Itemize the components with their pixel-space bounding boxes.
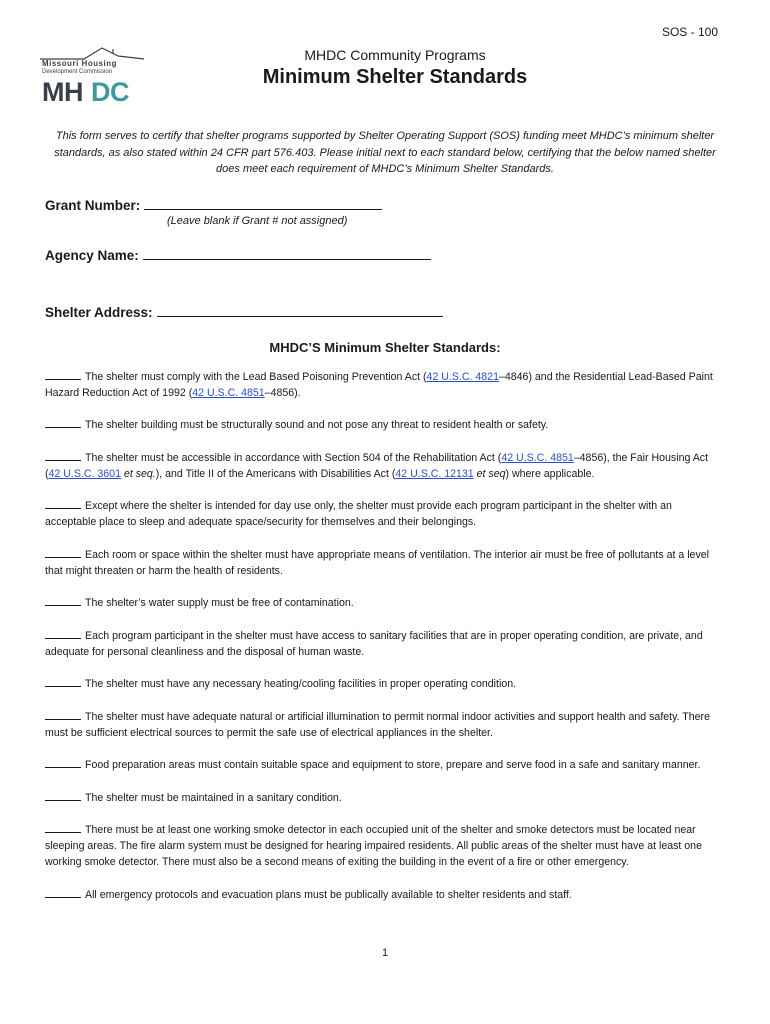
statute-link[interactable]: 42 U.S.C. 3601 (48, 467, 121, 480)
grant-number-label: Grant Number: (45, 198, 141, 213)
initial-blank[interactable] (45, 709, 81, 720)
shelter-address-label: Shelter Address: (45, 305, 153, 320)
shelter-address-line[interactable] (157, 304, 443, 317)
standard-item: The shelter building must be structurally sound and not pose any threat to resident health or safety. (45, 417, 725, 434)
agency-name-label: Agency Name: (45, 248, 139, 263)
standard-item: All emergency protocols and evacuation plans must be publically available to shelter residents and staff. (45, 887, 725, 904)
initial-blank[interactable] (45, 790, 81, 801)
intro-paragraph: This form serves to certify that shelter programs supported by Shelter Operating Support (SOS) funding meet MHDC’s minimum shelter standards, as also stated within 24 CFR part 576.403. Please initial next to each standard below, certifying that the below named shelter does meet each requirement of MHDC’s Minimum Shelter Standards. (54, 130, 716, 175)
logo-line2: Development Commission (42, 69, 113, 75)
standard-item: Food preparation areas must contain suitable space and equipment to store, prepare and serve food in a safe and sanitary manner. (45, 757, 725, 774)
standard-item: Each program participant in the shelter must have access to sanitary facilities that are in proper operating condition, are private, and adequate for personal cleanliness and the disposal of human waste. (45, 629, 703, 658)
page-title: Minimum Shelter Standards (262, 66, 528, 88)
standard-item: Each room or space within the shelter must have appropriate means of ventilation. The interior air must be free of pollutants at a level that might threaten or harm the health of residents. (45, 548, 709, 577)
initial-blank[interactable] (45, 757, 81, 768)
statute-link[interactable]: 42 U.S.C. 4851 (192, 386, 265, 399)
statute-link[interactable]: 42 U.S.C. 4851 (501, 451, 574, 464)
initial-blank[interactable] (45, 498, 81, 509)
standard-item: The shelter must have any necessary heating/cooling facilities in proper operating condition. (45, 676, 725, 693)
form-code: SOS - 100 (661, 25, 718, 39)
standard-item: The shelter’s water supply must be free of contamination. (45, 595, 725, 612)
standards-heading: MHDC’S Minimum Shelter Standards: (269, 340, 501, 355)
initial-blank[interactable] (45, 369, 81, 380)
agency-name-line[interactable] (143, 247, 431, 260)
logo-line1: Missouri Housing (42, 59, 118, 68)
standard-item: The shelter must be maintained in a sanitary condition. (45, 790, 725, 807)
standards-list (45, 369, 725, 919)
initial-blank[interactable] (45, 595, 81, 606)
statute-link[interactable]: 42 U.S.C. 4821 (426, 371, 499, 383)
standard-item: Except where the shelter is intended for day use only, the shelter must provide each program participant in the shelter with an acceptable place to sleep and adequate space/security for themselves and their belongings. (45, 500, 672, 529)
initial-blank[interactable] (45, 547, 81, 558)
svg-text:DC: DC (91, 77, 129, 106)
standard-item: There must be at least one working smoke detector in each occupied unit of the shelter and smoke detectors must be located near sleeping areas. The fire alarm system must be designed for hearing impaired residents. All public areas of the shelter must have at least one working smoke detector. There must also be a second means of exiting the building in the event of a fire or other emergency. (45, 824, 702, 868)
grant-number-note: (Leave blank if Grant # not assigned) (167, 215, 348, 227)
statute-link[interactable]: 42 U.S.C. 12131 (395, 467, 474, 480)
initial-blank[interactable] (45, 676, 81, 687)
standard-item: The shelter must have adequate natural or artificial illumination to permit normal indoor activities and support health and safety. There must be sufficient electrical sources to permit the safe use of electrical appliances in the shelter. (45, 710, 710, 739)
standard-item: The shelter must comply with the Lead Based Poisoning Prevention Act (42 U.S.C. 4821–4846) and the Residential Lead-Based Paint Hazard Reduction Act of 1992 (42 U.S.C. 4851–4856). (45, 371, 713, 399)
grant-number-line[interactable] (144, 197, 382, 210)
agency-name-field (45, 247, 431, 263)
page-number: 1 (381, 947, 389, 959)
initial-blank[interactable] (45, 822, 81, 833)
program-name: MHDC Community Programs (304, 47, 486, 63)
initial-blank[interactable] (45, 628, 81, 639)
standard-item: The shelter must be accessible in accordance with Section 504 of the Rehabilitation Act (42 U.S.C. 4851–4856), the Fair Housing Act (42 U.S.C. 3601 et seq.), and Title II of the Americans with Disabilities Act (42 U.S.C. 12131 et seq) where applicable. (45, 451, 709, 480)
svg-text:MH: MH (42, 77, 83, 106)
grant-number-field (45, 197, 382, 213)
shelter-address-field (45, 304, 443, 320)
initial-blank[interactable] (45, 450, 81, 461)
initial-blank[interactable] (45, 887, 81, 898)
initial-blank[interactable] (45, 417, 81, 428)
